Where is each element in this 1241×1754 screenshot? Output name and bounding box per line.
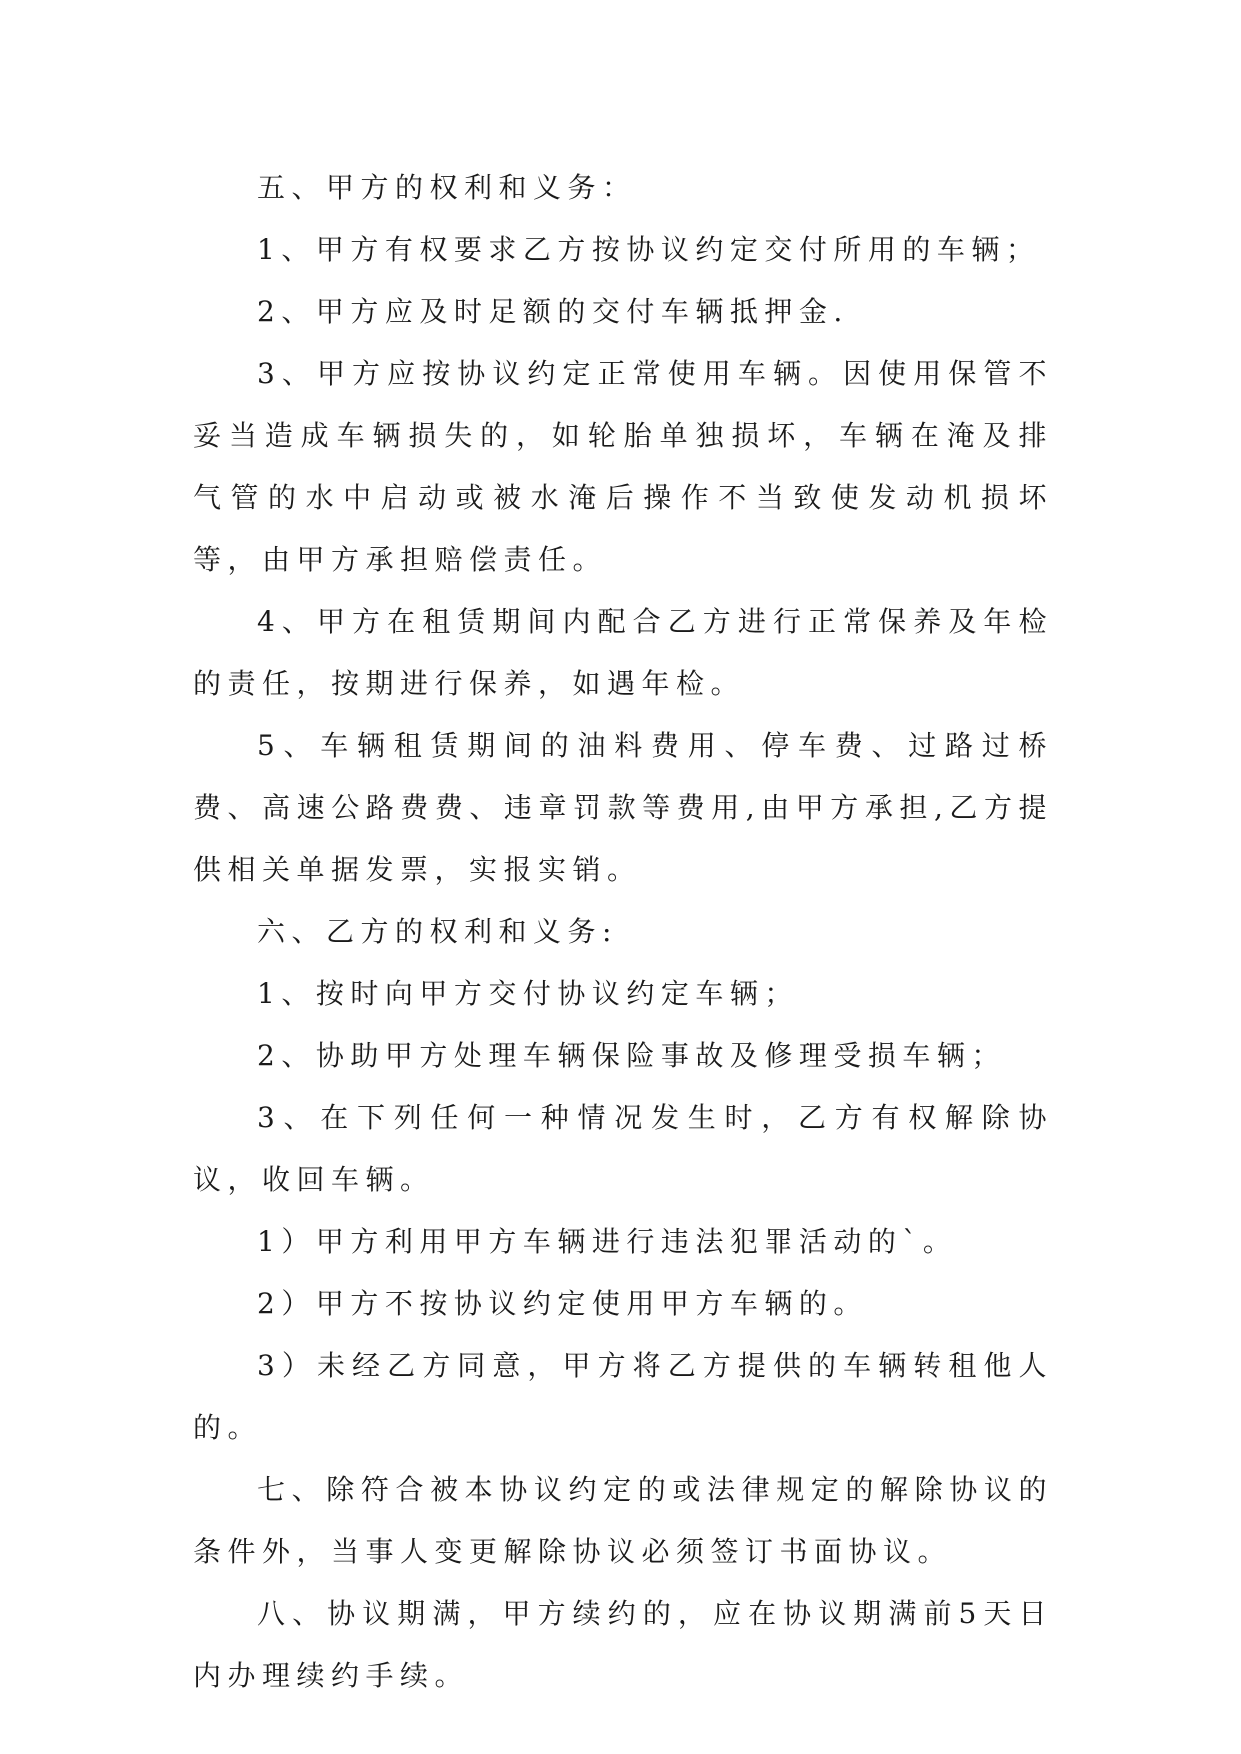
section-5-item-4: 4、甲方在租赁期间内配合乙方进行正常保养及年检的责任，按期进行保养，如遇年检。 — [193, 605, 1053, 700]
section-6-sub-item-2: 2）甲方不按协议约定使用甲方车辆的。 — [257, 1287, 868, 1320]
section-6-item-1: 1、按时向甲方交付协议约定车辆； — [257, 977, 799, 1010]
section-5-item-1: 1、甲方有权要求乙方按协议约定交付所用的车辆； — [257, 233, 1041, 266]
section-6-heading: 六、乙方的权利和义务: — [257, 915, 618, 948]
section-5-item-5: 5、车辆租赁期间的油料费用、停车费、过路过桥费、高速公路费费、违章罚款等费用,由甲方承担,乙方提供相关单据发票，实报实销。 — [193, 729, 1053, 886]
section-8-paragraph: 八、协议期满，甲方续约的，应在协议期满前5天日内办理续约手续。 — [193, 1597, 1053, 1692]
document-body — [193, 157, 1053, 1707]
section-7-paragraph: 七、除符合被本协议约定的或法律规定的解除协议的条件外，当事人变更解除协议必须签订书面协议。 — [193, 1473, 1053, 1568]
section-6-item-2: 2、协助甲方处理车辆保险事故及修理受损车辆； — [257, 1039, 1006, 1072]
section-5-heading: 五、甲方的权利和义务： — [257, 171, 637, 204]
section-6-sub-item-3: 3）未经乙方同意，甲方将乙方提供的车辆转租他人的。 — [193, 1349, 1053, 1444]
section-6-item-3: 3、在下列任何一种情况发生时，乙方有权解除协议，收回车辆。 — [193, 1101, 1053, 1196]
section-5-item-2: 2、甲方应及时足额的交付车辆抵押金. — [257, 295, 849, 328]
section-5-item-3: 3、甲方应按协议约定正常使用车辆。因使用保管不妥当造成车辆损失的，如轮胎单独损坏，车辆在淹及排气管的水中启动或被水淹后操作不当致使发动机损坏等，由甲方承担赔偿责任。 — [193, 357, 1053, 576]
section-6-sub-item-1: 1）甲方利用甲方车辆进行违法犯罪活动的`。 — [257, 1225, 958, 1258]
